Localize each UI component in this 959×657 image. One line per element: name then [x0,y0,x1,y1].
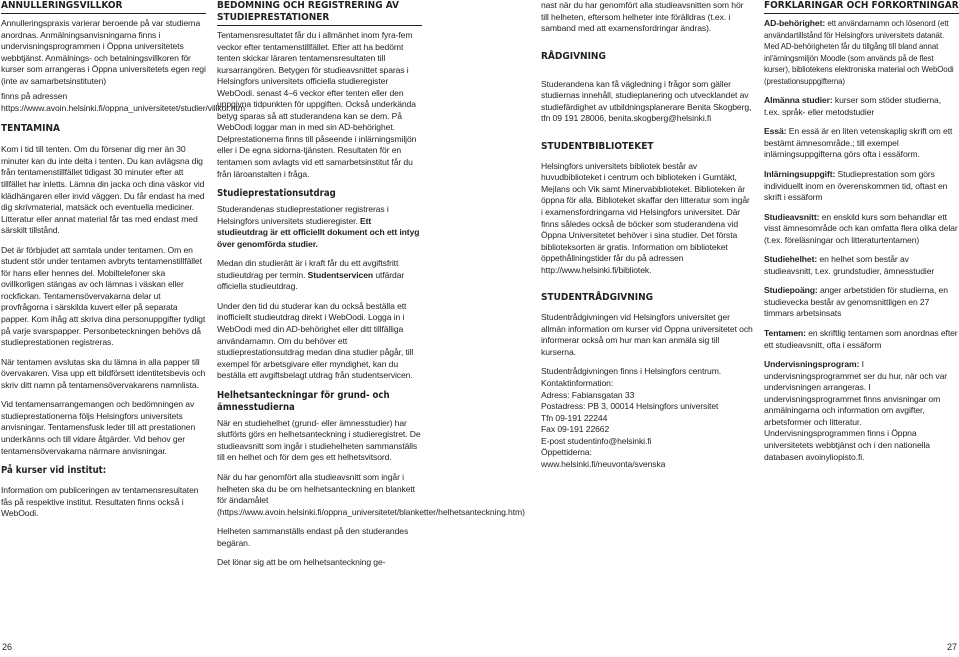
term-item [764,18,959,87]
studentradgivning-paragraph-2: Studentrådgivningen finns i Helsingfors centrum. [541,366,722,377]
column-3 [541,0,753,470]
contact-postal: Postadress: PB 3, 00014 Helsingfors universitet [541,401,719,412]
term-item [764,328,959,351]
bedomning-paragraph: Tentamensresultatet får du i allmänhet inom fyra-fem veckor efter tentamenstillfället. Efter att ha bedömt tenten skickar läraren tentamensresultaten till kursarrangören. Betygen för studieavsnittet sparas i Helsingfors universitets officiella studieregister WebOodi. senast 4–6 veckor efter tenten eller den uppgivna tidpunkten för uppgiften. Också underkända betyg sparas så att studerandena kan se dem. På WebOodi loggar man in med sin AD-behörighet. Delprestationerna finns till påseende i inlärningsmiljön eller i De egna sidorna-tjänsten. Resultaten för en tentamen som avlagts vid ett samarbetsinstitut får du från läroanstalten i fråga. [217,30,417,179]
tentamina-paragraph-2: Det är förbjudet att samtala under tentamen. Om en student stör under tentamen avbryts tentamenstillfället för hans eller hennes del. Mobiltelefoner ska ovillkorligen stängas av och lämnas i väskan eller rockfickan. Tentamensövervakarna delar ut provfrågorna i särskilda kuvert eller på separata papper. Kom ihåg att skriva dina personuppgifter tydligt på varje svarspapper. Personbeteckningen behövs då studieprestationen registreras. [1,244,206,348]
helhetsanteckningar-paragraph-2: När du har genomfört alla studieavsnitt som ingår i helheten ska du be om helhetsanteckning en blankett för ändamålet (https://www.avoin.helsinki.fi/oppna_universitetet/blanketter/helhetsanteckning.htm) [217,471,525,517]
term-definition: en enskild kurs som behandlar ett visst ämnesområde och kan omfatta flera olika delar (t.ex. föreläsningar och litteraturtentamen) [764,211,958,245]
studentbiblioteket-paragraph: Helsingfors universitets bibliotek består av huvudbiblioteket i centrum och biblioteken i Gumtäkt, Mejlans och Vik samt Minervabiblioteket. Biblioteken är öppna för alla. Biblioteket skaffar den litteratur som ingår i examensfordringarna vid Helsingfors universitet. Där finns således också de böcker som studerandena vid Öppna Universitetet behöver i sina studier. Det första biblioteksorten är gratis. Information om biblioteket öppethållningstider får du på adressen http://www.helsinki.fi/bibliotek. [541,160,750,275]
radgivning-heading: RÅDGIVNING [541,50,606,62]
column-4 [764,0,959,463]
helhetsanteckningar-heading: Helhetsanteckningar för grund- och ämnesstudierna [217,389,390,413]
term-label: Undervisningsprogram: [764,359,860,370]
term-item [764,169,959,204]
annulleringsvillkor-paragraph-1: Annulleringspraxis varierar beroende på var studierna anordnas. Anmälningsanvisningarna finns i undervisningsprogrammen i Öppna universitetets webbtjänst. Anmälnings- och betalningsvillkoren för kurser som arrangeras i Öppna universitetets egen regi (inte av samarbetsinstituten) [1,18,206,86]
column-2 [217,0,525,569]
term-item [764,126,959,161]
sp-bold-2: Studentservicen [307,269,374,280]
sp-text-2-end: utfärdar officiella studieutdrag. [217,269,405,292]
sp-text-1: Studerandenas studieprestationer registreras i Helsingfors universitets studieregister. [217,204,389,226]
bedomning-heading: BEDÖMNING OCH REGISTRERING AV STUDIEPRESTATIONER [217,0,422,26]
page-number-left: 26 [2,642,13,652]
term-definition: Studieprestation som görs individuellt inom en överenskommen tid, oftast en skrift i essäform [764,169,948,203]
helhetsanteckningar-paragraph-3: Helheten sammanställs endast på den studerandes begäran. [217,526,409,548]
term-label: Inlärningsuppgift: [764,169,836,180]
sp-bold-1: Ett studieutdrag är ett officiellt dokument och ett intyg över genomförda studier. [217,215,420,249]
term-label: Studieavsnitt: [764,211,820,222]
term-label: Almänna studier: [764,95,833,106]
studieprestationsutdrag-heading: Studieprestationsutdrag [217,188,336,200]
annulleringsvillkor-heading: ANNULLERINGSVILLKOR [1,0,206,14]
term-definition: en helhet som består av studieavsnitt, t.ex. grundstudier, ämnesstudier [764,254,935,276]
contact-phone: Tfn 09-191 22244 [541,412,608,423]
terms-list [764,18,959,463]
studieprestationsutdrag-paragraph-1 [217,204,422,250]
column-1 [1,0,245,520]
term-item [764,254,959,277]
contact-address: Adress: Fabiansgatan 33 [541,389,635,400]
term-definition: En essä är en liten vetenskaplig skrift om ett bestämt ämnesområde.; till exempel inlärningsuppgifterna görs ofta i essäform. [764,126,953,160]
term-definition: ett användarnamn och lösenord (ett användartillstånd för Helsingfors universitets datanät. Med AD-behörigheten får du tillgång till bland annat inl'ärningsmiljön Moodle (som används på de flest kurser), bibliotekens elektroniska material och WebOodi (prestationsuppgifterna) [764,19,954,86]
term-definition: kurser som stöder studierna, t.ex. språk- eller metodstudier [764,95,941,117]
term-definition: I undervisningsprogrammet ser du hur, när och var undervisningen arrangeras. I undervisningsprogrammet finns anvisningar om anmälningarna och information om avgifter, arbetsformer och litteratur. Undervisningsprogrammen finns i Öppna universitetets webbtjänst och i den nationella databasen avoinyliopisto.fi. [764,359,948,462]
term-item [764,285,959,320]
tentamina-paragraph-1: Kom i tid till tenten. Om du försenar dig mer än 30 minuter kan du inte delta i tenten. Du kan avlägsna dig från tentamenstillfället tidigast 30 minuter efter att tillfället har inletts. Lämna din jacka och dina väskor vid klädhängaren eller invid väggen. Du får endast ha med dig skrivmaterial, matsäck och eventuella mediciner. Litteratur eller annat material får tas med endast med särskilt tillstånd. [1,144,205,236]
term-label: AD-behörighet: [764,18,826,28]
institut-paragraph: Information om publiceringen av tentamensresultaten fås på respektive institut. Resultaten finns också i WebOodi. [1,485,199,519]
studieprestationsutdrag-paragraph-3: Under den tid du studerar kan du också beställa ett inofficiellt studieutdrag direkt i WebOodi. Logga in i WebOodi med din AD-behörighet eller ditt tillfälliga användarnamn. Om du behöver ett studieprestationsutdrag medan dina studier pågår, till exempel för arbetsgivare eller myndighet, kan du beställa ett avgiftsbelagt utdrag från studentservicen. [217,300,414,381]
contact-web: www.helsinki.fi/neuvonta/svenska [541,458,666,469]
term-definition: anger arbetstiden för studierna, en studievecka består av genomsnittligen en 27 timmars arbetsinsats [764,285,948,319]
tentamina-paragraph-3: När tentamen avslutas ska du lämna in alla papper till övervakaren. Visa upp ett bildförsett identitetsbevis och skriv ditt namn på tentamensövervakarens namnlista. [1,356,206,390]
term-label: Essä: [764,126,787,137]
lead-paragraph: nast när du har genomfört alla studieavsnitten som hör till helheten, eftersom helheter inte förälldras (t.ex. i samband med att examensfordringar ändras). [541,0,744,34]
contact-hours: Öppettiderna: [541,447,592,458]
term-definition: en skriftlig tentamen som anordnas efter ett studieavsnitt, ofta i essäform [764,328,958,350]
helhetsanteckningar-paragraph-1: När en studiehelhet (grund- eller ämnesstudier) har slutförts görs en helhetsanteckning i studieregistret. De studieavsnitt som ingår i studiehelheten sammanställs till en helhet och för dem ges ett helhetsvitsord. [217,417,421,463]
tentamina-heading: TENTAMINA [1,123,60,135]
studentradgivning-paragraph-1: Studentrådgivningen vid Helsingfors universitet ger allmän information om kurser vid Öppna universitetet och informerar också om hur man kan anmäla sig till kurserna. [541,312,753,357]
term-label: Studiehelhet: [764,254,818,265]
sp-text-2: Medan din studierätt är i kraft får du ett avgiftsfritt studieutdrag per termin. [217,258,399,280]
contact-email: E-post studentinfo@helsinki.fi [541,435,652,446]
term-item [764,359,959,463]
term-item [764,212,959,247]
helhetsanteckningar-paragraph-4: Det lönar sig att be om helhetsanteckning ge- [217,557,386,568]
page-number-right: 27 [947,642,958,652]
radgivning-paragraph: Studerandena kan få vägledning i frågor som gäller studiernas innehåll, studieplanering och utvecklandet av studiefärdighet av utbildningsplanerare Benita Skogberg, tfn 09 191 28006, benita.skogberg@helsinki.fi [541,78,752,124]
studieprestationsutdrag-paragraph-2 [217,258,422,293]
tentamina-paragraph-4: Vid tentamensarrangemangen och bedömningen av studieprestationerna följs Helsingfors universitets anvisningar. Tentamensfusk leder till att prestationen underkänns och till vidare åtgärder. Vid behov ger tentamensövervakarna närmare anvisningar. [1,399,196,456]
term-label: Studiepoäng: [764,285,818,296]
annulleringsvillkor-paragraph-2: finns på adressen https://www.avoin.helsinki.fi/oppna_universitetet/studier/villkor.htm [1,91,245,113]
institut-label: På kurser vid institut: [1,465,107,477]
contact-label: Kontaktinformation: [541,378,614,389]
term-label: Tentamen: [764,328,806,339]
studentbiblioteket-heading: STUDENTBIBLIOTEKET [541,140,654,152]
studentradgivning-heading: STUDENTRÅDGIVNING [541,292,654,304]
forklaringar-heading: FÖRKLARINGAR OCH FÖRKORTNINGAR [764,0,959,14]
term-item [764,95,959,118]
contact-fax: Fax 09-191 22662 [541,424,610,435]
